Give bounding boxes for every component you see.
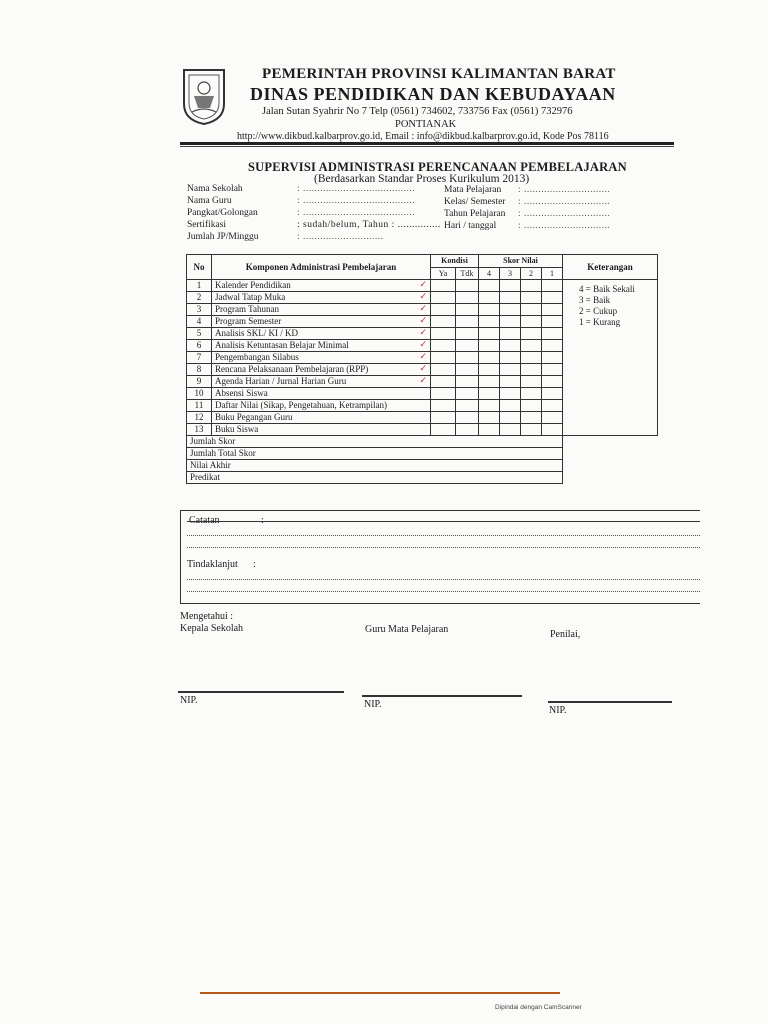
row-component [212,304,431,316]
catatan-line[interactable] [187,535,700,536]
score-cell[interactable] [521,424,542,436]
field-jumlah-jp[interactable]: : ............................ [297,232,384,242]
row-component-label: Daftar Nilai (Sikap, Pengetahuan, Ketrampilan) [215,400,387,410]
check-mark-icon: ✓ [419,280,427,290]
score-cell[interactable] [542,412,563,424]
label-nama-sekolah: Nama Sekolah [187,184,243,194]
score-cell[interactable] [479,400,500,412]
score-cell[interactable] [500,328,521,340]
form-subtitle: (Berdasarkan Standar Proses Kurikulum 2013) [314,173,530,185]
label-pangkat: Pangkat/Golongan [187,208,258,218]
kondisi-cell[interactable] [431,388,456,400]
score-cell[interactable] [542,364,563,376]
row-number: 7 [187,352,212,364]
score-cell[interactable] [500,316,521,328]
header-divider [180,142,674,145]
check-mark-icon: ✓ [419,316,427,326]
scan-edge [200,992,560,994]
kepala-sekolah-label: Kepala Sekolah [180,623,244,634]
kondisi-cell[interactable] [456,364,479,376]
summary-row [187,448,658,460]
kondisi-cell[interactable] [456,424,479,436]
score-cell[interactable] [521,292,542,304]
label-tahun-pelajaran: Tahun Pelajaran [444,209,506,219]
score-cell[interactable] [542,352,563,364]
penilai-label: Penilai, [550,629,581,640]
header-skor-2: 2 [521,267,542,280]
row-number: 4 [187,316,212,328]
kondisi-cell[interactable] [456,388,479,400]
mengetahui-label: Mengetahui : [180,611,234,622]
score-cell[interactable] [521,388,542,400]
row-component-label: Jadwal Tatap Muka [215,292,286,302]
score-cell[interactable] [479,328,500,340]
label-kelas-semester: Kelas/ Semester [444,197,506,207]
kondisi-cell[interactable] [431,304,456,316]
row-component-label: Program Semester [215,316,282,326]
row-component-label: Buku Siswa [215,424,259,434]
header-department: DINAS PENDIDIKAN DAN KEBUDAYAAN [250,84,616,104]
keterangan-legend [579,284,635,328]
header-ya: Ya [431,267,456,280]
row-component [212,316,431,328]
summary-label: Predikat [187,472,563,484]
field-nama-sekolah[interactable]: : ....................................... [297,184,416,194]
row-number: 5 [187,328,212,340]
signature-line-guru[interactable] [362,695,522,697]
score-cell[interactable] [542,292,563,304]
kondisi-cell[interactable] [456,352,479,364]
score-cell[interactable] [521,328,542,340]
check-mark-icon: ✓ [419,304,427,314]
summary-label: Jumlah Skor [187,436,563,448]
score-cell[interactable] [500,424,521,436]
notes-box [180,510,700,604]
row-component [212,364,431,376]
row-number: 9 [187,376,212,388]
score-cell[interactable] [500,376,521,388]
nip-guru: NIP. [364,699,382,710]
kondisi-cell[interactable] [456,280,479,292]
score-cell[interactable] [521,352,542,364]
score-cell[interactable] [542,304,563,316]
tindaklanjut-colon: : [253,559,256,570]
kondisi-cell[interactable] [431,340,456,352]
row-number: 6 [187,340,212,352]
row-component [212,292,431,304]
row-component [212,412,431,424]
nip-kepala: NIP. [180,695,198,706]
score-cell[interactable] [479,304,500,316]
score-cell[interactable] [542,388,563,400]
legend-item: 3 = Baik [579,295,611,305]
tindaklanjut-line[interactable] [187,579,700,580]
row-component-label: Absensi Siswa [215,388,268,398]
row-number: 3 [187,304,212,316]
kondisi-cell[interactable] [431,412,456,424]
score-cell[interactable] [479,352,500,364]
row-component-label: Analisis SKL/ KI / KD [215,328,298,338]
label-jumlah-jp: Jumlah JP/Minggu [187,232,259,242]
header-skor: Skor Nilai [479,255,563,268]
check-mark-icon: ✓ [419,340,427,350]
kondisi-cell[interactable] [456,316,479,328]
score-cell[interactable] [500,340,521,352]
row-component [212,424,431,436]
kondisi-cell[interactable] [431,364,456,376]
legend-item: 2 = Cukup [579,306,618,316]
row-number: 1 [187,280,212,292]
score-cell[interactable] [521,304,542,316]
score-cell[interactable] [542,376,563,388]
kondisi-cell[interactable] [431,424,456,436]
header-no: No [187,255,212,280]
row-component [212,340,431,352]
field-pangkat[interactable]: : ....................................... [297,208,416,218]
score-cell[interactable] [542,400,563,412]
row-number: 11 [187,400,212,412]
kondisi-cell[interactable] [431,376,456,388]
field-tahun-pelajaran[interactable]: : .............................. [518,209,611,219]
score-cell[interactable] [521,400,542,412]
field-kelas-semester[interactable]: : .............................. [518,197,611,207]
score-cell[interactable] [500,292,521,304]
check-mark-icon: ✓ [419,364,427,374]
summary-row [187,472,658,484]
score-cell[interactable] [521,376,542,388]
header-skor-3: 3 [500,267,521,280]
kondisi-cell[interactable] [456,400,479,412]
score-cell[interactable] [521,340,542,352]
row-number: 12 [187,412,212,424]
score-cell[interactable] [521,412,542,424]
score-cell[interactable] [479,364,500,376]
label-hari-tanggal: Hari / tanggal [444,221,497,231]
header-divider-thin [180,146,674,147]
row-number: 8 [187,364,212,376]
signature-line-penilai[interactable] [548,701,672,703]
header-address: Jalan Sutan Syahrir No 7 Telp (0561) 734602, 733756 Fax (0561) 732976 [262,106,573,117]
row-component [212,352,431,364]
row-number: 13 [187,424,212,436]
kondisi-cell[interactable] [456,376,479,388]
kondisi-cell[interactable] [431,292,456,304]
scanner-watermark: Dipindai dengan CamScanner [495,1004,582,1011]
row-component [212,376,431,388]
nip-penilai: NIP. [549,705,567,716]
kondisi-cell[interactable] [431,352,456,364]
summary-row [187,460,658,472]
row-number: 2 [187,292,212,304]
tindaklanjut-line[interactable] [187,591,700,592]
score-cell[interactable] [521,364,542,376]
field-sertifikasi[interactable]: : sudah/belum, Tahun : ............... [297,220,441,230]
summary-row [187,436,658,448]
score-cell[interactable] [500,352,521,364]
score-cell[interactable] [479,292,500,304]
score-cell[interactable] [479,280,500,292]
score-cell[interactable] [479,376,500,388]
kondisi-cell[interactable] [456,304,479,316]
form-title: SUPERVISI ADMINISTRASI PERENCANAAN PEMBELAJARAN [248,160,627,174]
score-cell[interactable] [521,280,542,292]
header-city: PONTIANAK [395,119,457,130]
kondisi-cell[interactable] [456,412,479,424]
score-cell[interactable] [521,316,542,328]
field-nama-guru[interactable]: : ....................................... [297,196,416,206]
kondisi-cell[interactable] [456,292,479,304]
row-component-label: Rencana Pelaksanaan Pembelajaran (RPP) [215,364,369,374]
guru-label: Guru Mata Pelajaran [365,624,449,635]
score-cell[interactable] [542,280,563,292]
header-skor-4: 4 [479,267,500,280]
row-component-label: Pengembangan Silabus [215,352,299,362]
check-mark-icon: ✓ [419,292,427,302]
score-cell[interactable] [542,340,563,352]
legend-item: 1 = Kurang [579,317,621,327]
label-sertifikasi: Sertifikasi [187,220,227,230]
score-cell[interactable] [479,388,500,400]
row-component-label: Buku Pegangan Guru [215,412,293,422]
tindaklanjut-label: Tindaklanjut [187,559,238,570]
field-hari-tanggal[interactable]: : .............................. [518,221,611,231]
score-cell[interactable] [479,424,500,436]
legend-item: 4 = Baik Sekali [579,284,635,294]
header-keterangan: Keterangan [563,255,658,280]
score-cell[interactable] [500,364,521,376]
row-component [212,328,431,340]
header-government: PEMERINTAH PROVINSI KALIMANTAN BARAT [262,66,616,82]
kondisi-cell[interactable] [431,316,456,328]
row-component [212,280,431,292]
summary-label: Nilai Akhir [187,460,563,472]
score-cell[interactable] [500,304,521,316]
field-mata-pelajaran[interactable]: : .............................. [518,185,611,195]
kondisi-cell[interactable] [456,328,479,340]
check-mark-icon: ✓ [419,352,427,362]
score-cell[interactable] [500,280,521,292]
row-component-label: Kalender Pendidikan [215,280,291,290]
kondisi-cell[interactable] [431,328,456,340]
header-contact: http://www.dikbud.kalbarprov.go.id, Email : info@dikbud.kalbarprov.go.id, Kode Pos 78116 [237,131,609,142]
row-component-label: Analisis Ketuntasan Belajar Minimal [215,340,349,350]
row-number: 10 [187,388,212,400]
header-tdk: Tdk [456,267,479,280]
check-mark-icon: ✓ [419,376,427,386]
header-komponen: Komponen Administrasi Pembelajaran [212,255,431,280]
score-cell[interactable] [479,340,500,352]
label-mata-pelajaran: Mata Pelajaran [444,185,502,195]
province-emblem-icon [180,66,228,126]
catatan-underline [187,521,700,522]
score-cell[interactable] [542,328,563,340]
score-cell[interactable] [479,412,500,424]
score-cell[interactable] [479,316,500,328]
score-cell[interactable] [500,412,521,424]
catatan-line[interactable] [187,547,700,548]
header-kondisi: Kondisi [431,255,479,268]
kondisi-cell[interactable] [456,340,479,352]
signature-line-kepala[interactable] [178,691,344,693]
row-component [212,400,431,412]
summary-label: Jumlah Total Skor [187,448,563,460]
row-component [212,388,431,400]
row-component-label: Program Tahunan [215,304,279,314]
score-cell[interactable] [500,388,521,400]
kondisi-cell[interactable] [431,400,456,412]
header-skor-1: 1 [542,267,563,280]
table-footer [187,436,658,484]
label-nama-guru: Nama Guru [187,196,232,206]
score-cell[interactable] [542,316,563,328]
score-cell[interactable] [500,400,521,412]
score-cell[interactable] [542,424,563,436]
check-mark-icon: ✓ [419,328,427,338]
kondisi-cell[interactable] [431,280,456,292]
row-component-label: Agenda Harian / Jurnal Harian Guru [215,376,347,386]
